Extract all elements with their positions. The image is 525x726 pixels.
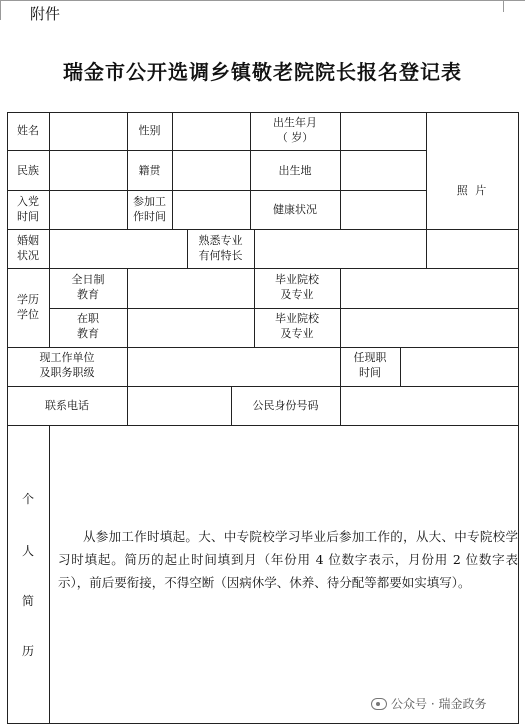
resume-label-4: 历 bbox=[21, 644, 34, 658]
birthplace-field[interactable] bbox=[341, 151, 425, 189]
form-title: 瑞金市公开选调乡镇敬老院院长报名登记表 bbox=[63, 60, 462, 84]
phone-field[interactable] bbox=[128, 387, 230, 424]
school-1-field[interactable] bbox=[341, 269, 517, 307]
label-ethnicity: 民族 bbox=[17, 164, 39, 177]
page-top-border bbox=[0, 0, 525, 1]
unit-field[interactable] bbox=[128, 348, 339, 385]
wechat-official-icon bbox=[371, 698, 387, 710]
resume-field[interactable] bbox=[50, 426, 517, 722]
label-gender: 性别 bbox=[138, 124, 161, 137]
label-name: 姓名 bbox=[17, 124, 39, 137]
label-specialty: 熟悉专业 有何特长 bbox=[198, 234, 243, 262]
watermark bbox=[371, 695, 486, 712]
photo-label: 照 片 bbox=[456, 184, 489, 197]
label-age: （ 岁） bbox=[276, 131, 314, 144]
label-native-place: 籍贯 bbox=[138, 164, 161, 177]
work-time-field[interactable] bbox=[173, 191, 249, 228]
label-phone: 联系电话 bbox=[45, 399, 89, 412]
page-corner-mark-right bbox=[503, 0, 504, 12]
native-place-field[interactable] bbox=[173, 151, 249, 189]
resume-label-2: 人 bbox=[21, 544, 34, 558]
label-id-number: 公民身份号码 bbox=[252, 399, 319, 412]
attachment-label: 附件 bbox=[30, 5, 61, 23]
fulltime-field[interactable] bbox=[128, 269, 253, 307]
marital-field[interactable] bbox=[50, 230, 186, 267]
label-tenure: 任现职 时间 bbox=[353, 351, 387, 379]
label-fulltime: 全日制 教育 bbox=[71, 273, 105, 301]
school-2-field[interactable] bbox=[341, 309, 517, 346]
gender-field[interactable] bbox=[173, 113, 249, 149]
page-corner-mark bbox=[0, 0, 1, 20]
label-birth: 出生年月 bbox=[273, 116, 317, 129]
label-party-time: 入党 时间 bbox=[17, 195, 39, 223]
label-education: 学历 学位 bbox=[17, 293, 39, 321]
label-work-time: 参加工 作时间 bbox=[133, 195, 166, 223]
health-field[interactable] bbox=[341, 191, 425, 228]
label-unit: 现工作单位 及职务职级 bbox=[39, 351, 95, 379]
inservice-field[interactable] bbox=[128, 309, 253, 346]
specialty-field[interactable] bbox=[255, 230, 517, 267]
watermark-text: 公众号 · 瑞金政务 bbox=[391, 697, 487, 711]
label-birthplace: 出生地 bbox=[278, 164, 312, 177]
resume-label-3: 简 bbox=[21, 594, 34, 608]
label-health: 健康状况 bbox=[273, 203, 317, 216]
resume-label-1: 个 bbox=[21, 492, 34, 506]
ethnicity-field[interactable] bbox=[50, 151, 126, 189]
party-time-field[interactable] bbox=[50, 191, 126, 228]
id-number-field[interactable] bbox=[341, 387, 517, 424]
tenure-field[interactable] bbox=[401, 348, 517, 385]
label-school-1: 毕业院校 及专业 bbox=[275, 273, 319, 301]
name-field[interactable] bbox=[50, 113, 126, 149]
label-school-2: 毕业院校 及专业 bbox=[275, 312, 319, 340]
resume-note: 从参加工作时填起。大、中专院校学习毕业后参加工作的，从大、中专院校学习时填起。简历的起止时间填到月（年份用 4 位数字表示，月份用 2 位数字表示），前后要衔接，不得空断（因病休学、休养、待分配等都要如实填写）。 bbox=[58, 529, 518, 590]
label-inservice: 在职 教育 bbox=[77, 312, 99, 340]
label-marital: 婚姻 状况 bbox=[17, 234, 39, 262]
birth-field[interactable] bbox=[341, 113, 425, 149]
